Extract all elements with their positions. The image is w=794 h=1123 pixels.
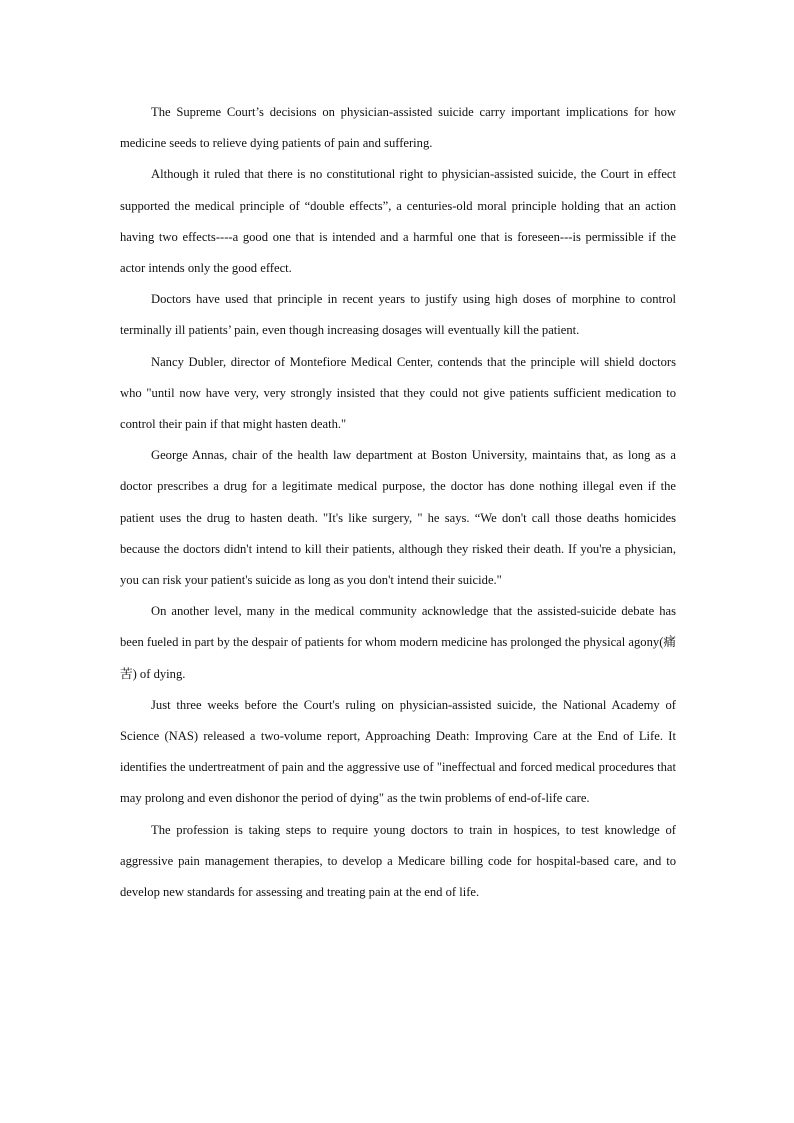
paragraph-8: The profession is taking steps to require young doctors to train in hospices, to test knowledge of aggressive pain management therapies, to develop a Medicare billing code for hospital-based care, and to develop new standards for assessing and treating pain at the end of life. [120, 822, 676, 900]
paragraph-1: The Supreme Court’s decisions on physician-assisted suicide carry important implications for how medicine seeds to relieve dying patients of pain and suffering. [120, 105, 676, 151]
paragraph-6: On another level, many in the medical community acknowledge that the assisted-suicide debate has been fueled in part by the despair of patients for whom modern medicine has prolonged the physical agony(痛苦) of dying. [120, 604, 676, 681]
paragraph-2: Although it ruled that there is no constitutional right to physician-assisted suicide, the Court in effect supported the medical principle of “double effects”, a centuries-old moral principle holding that an action having two effects----a good one that is intended and a harmful one that is foreseen---is permissible if the actor intends only the good effect. [120, 167, 676, 276]
paragraph-5: George Annas, chair of the health law department at Boston University, maintains that, as long as a doctor prescribes a drug for a legitimate medical purpose, the doctor has done nothing illegal even if the patient uses the drug to hasten death. "It's like surgery, " he says. “We don't call those deaths homicides because the doctors didn't intend to kill their patients, although they risked their death. If you're a physician, you can risk your patient's suicide as long as you don't intend their suicide." [120, 448, 676, 588]
paragraph-4: Nancy Dubler, director of Montefiore Medical Center, contends that the principle will shield doctors who "until now have very, very strongly insisted that they could not give patients sufficient medication to control their pain if that might hasten death." [120, 354, 676, 432]
paragraph-3: Doctors have used that principle in recent years to justify using high doses of morphine to control terminally ill patients’ pain, even though increasing dosages will eventually kill the patient. [120, 292, 676, 338]
paragraph-7: Just three weeks before the Court's ruling on physician-assisted suicide, the National Academy of Science (NAS) released a two-volume report, Approaching Death: Improving Care at the End of Life. It identifies the undertreatment of pain and the aggressive use of "ineffectual and forced medical procedures that may prolong and even dishonor the period of dying" as the twin problems of end-of-life care. [120, 697, 676, 806]
document-body [120, 97, 676, 908]
